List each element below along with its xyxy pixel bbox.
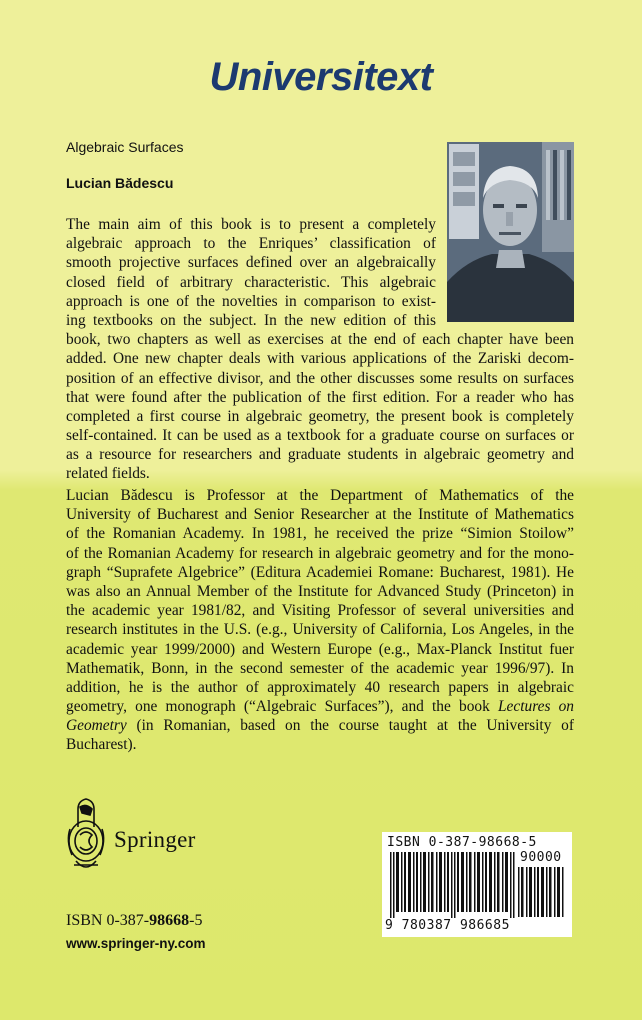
series-title: Universitext (209, 55, 433, 99)
description-line: closed field of arbitrary characteristic. This algebraic (66, 273, 436, 291)
biography-line: Bucharest). (66, 736, 137, 754)
biography-line: of the Romanian Academy. In 1981, he received the prize “Simion Stoilow” (66, 525, 574, 543)
biography-line: Lucian Bădescu is Professor at the Department of Mathematics of the (66, 487, 574, 504)
book-title: Algebraic Surfaces (66, 139, 184, 155)
description-line: self-contained. It can be used as a textbook for a graduate course on surfaces or (66, 427, 574, 445)
book-description (66, 215, 574, 484)
description-line: algebraic approach to the Enriques’ classification of (66, 235, 436, 253)
publisher-url: www.springer-ny.com (66, 936, 206, 951)
description-line: added. One new chapter deals with various applications of the Zariski decom- (66, 350, 574, 368)
description-line: approach is one of the novelties in comparison to exist- (66, 292, 436, 310)
biography-text: geometry, one monograph (“Algebraic Surfaces”), and the book (66, 698, 490, 716)
biography-text: (in Romanian, based on the course taught at the University of (136, 717, 574, 735)
description-line: position of an effective divisor, and the other discusses some results on surfaces (66, 369, 574, 387)
description-line: related fields. (66, 465, 150, 483)
barcode-price-code: 90000 (520, 850, 562, 865)
description-line: The main aim of this book is to present a completely (66, 216, 436, 233)
biography-line: was also an Annual Member of the Institute for Advanced Study (Princeton) in (66, 582, 574, 600)
biography-book-title: Lectures on (498, 698, 575, 716)
ean-barcode-bars (390, 852, 516, 918)
addon-barcode-bars (518, 867, 566, 917)
description-line: that were found after the publication of the first edition. For a reader who has (66, 388, 574, 406)
biography-line: research institutes in the U.S. (e.g., University of California, Los Angeles, in the (66, 621, 574, 639)
description-line: completed a first course in algebraic geometry, the present book is completely (66, 407, 574, 425)
author-name: Lucian Bădescu (66, 175, 174, 191)
description-line: ing textbooks on the subject. In the new edition of this (66, 311, 436, 329)
barcode-isbn-text: ISBN 0-387-98668-5 (387, 835, 537, 850)
isbn-number (66, 912, 202, 930)
isbn-prefix: ISBN 0-387- (66, 912, 150, 929)
author-biography (66, 486, 574, 755)
biography-line: University of Bucharest and Senior Researcher at the Institute of Mathematics (66, 506, 574, 524)
isbn-suffix: -5 (189, 912, 203, 929)
biography-book-title: Geometry (66, 717, 127, 735)
biography-line: of the Romanian Academy for research in algebraic geometry and for the mono- (66, 544, 574, 562)
biography-line: academic year 1999/2000) and Western Europe (e.g., Max-Planck Institut fuer (66, 640, 574, 658)
isbn-barcode (382, 832, 572, 937)
barcode-ean-digits: 9 780387 986685 (385, 918, 510, 933)
description-line: smooth projective surfaces defined over an algebraically (66, 254, 436, 272)
description-line: as a resource for researchers and graduate students in algebraic geometry and (66, 446, 574, 464)
publisher-name: Springer (114, 827, 196, 852)
biography-line: addition, he is the author of approximately 40 research papers in algebraic (66, 678, 574, 696)
isbn-bold-part: 98668 (149, 912, 190, 929)
biography-line (66, 697, 574, 716)
description-line: book, two chapters as well as exercises at the end of each chapter have been (66, 331, 574, 349)
springer-knight-icon (64, 797, 110, 877)
biography-line (66, 716, 574, 735)
biography-line: Mathematik, Bonn, in the second semester of the academic year 1996/97). In (66, 659, 574, 677)
biography-line: the academic year 1981/82, and Visiting Professor of several universities and (66, 602, 574, 620)
biography-line: graph “Suprafete Algebrice” (Editura Academiei Romane: Bucharest, 1981). He (66, 563, 574, 581)
